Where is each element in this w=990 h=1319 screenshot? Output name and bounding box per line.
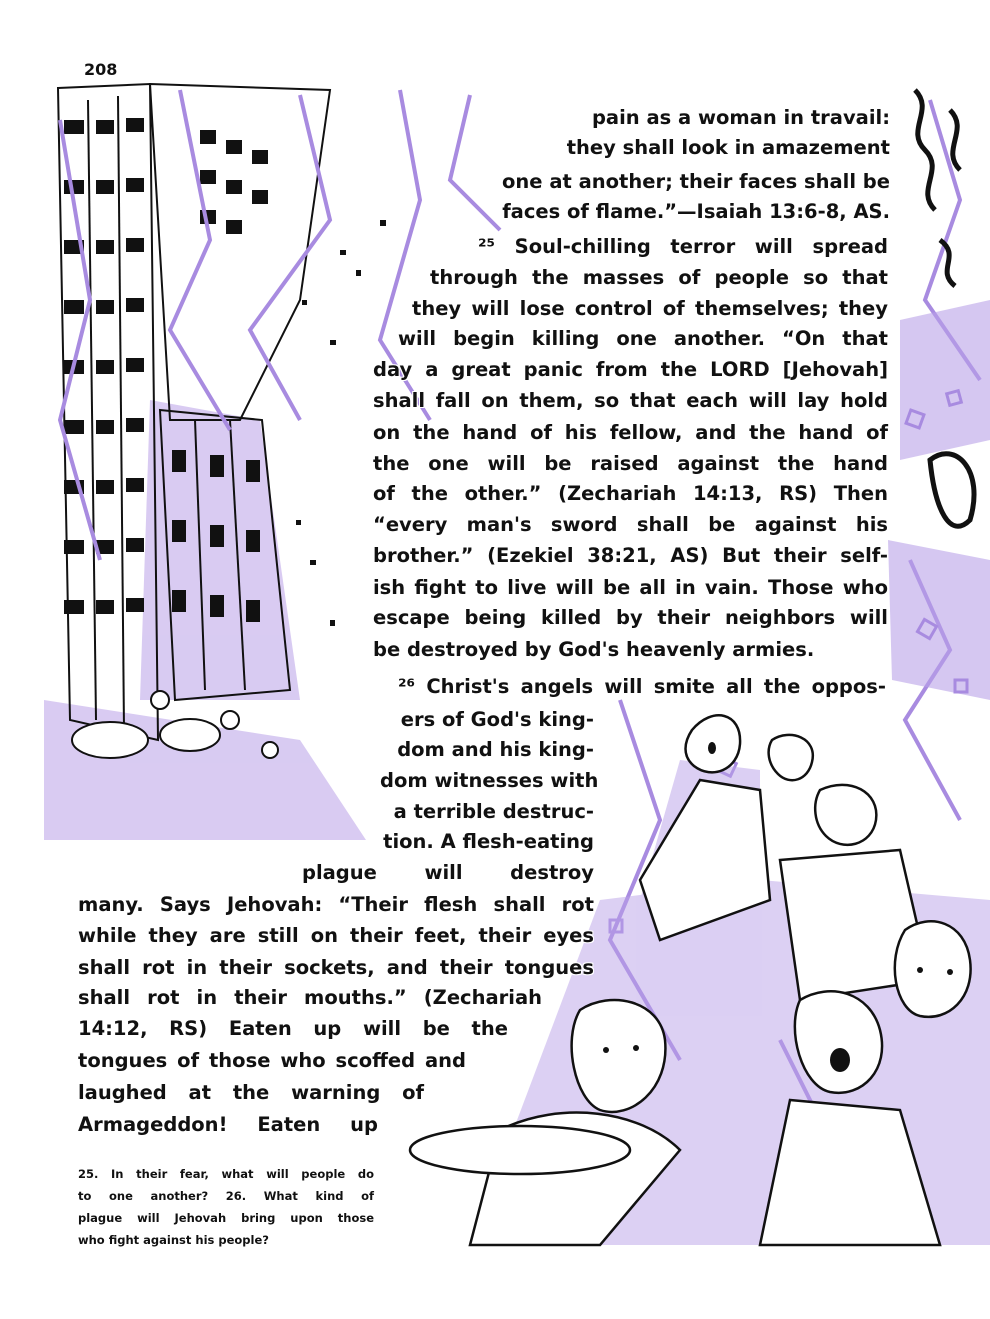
text-line: day a great panic from the LORD [Jehovah] — [373, 358, 888, 381]
text-line: faces of flame.”—Isaiah 13:6-8, AS. — [502, 200, 890, 223]
text-line: while they are still on their feet, their eyes — [78, 924, 594, 947]
text-line: ish fight to live will be all in vain. Those who — [373, 576, 888, 599]
text-line: they shall look in amazement — [566, 136, 890, 159]
text-line: many. Says Jehovah: “Their flesh shall rot — [78, 893, 594, 916]
text-line: dom and his king- — [397, 738, 594, 761]
text-line: brother.” (Ezekiel 38:21, AS) But their self- — [373, 544, 888, 567]
text-line: ers of God's king- — [400, 708, 594, 731]
text-line: laughed at the warning of — [78, 1081, 424, 1104]
collapsing-buildings-icon — [44, 82, 386, 842]
footnote-line: who fight against his people? — [78, 1233, 269, 1247]
footnote-line: plague will Jehovah bring upon those — [78, 1211, 374, 1225]
text-line: one at another; their faces shall be — [502, 170, 890, 193]
text-line: “every man's sword shall be against his — [373, 513, 888, 536]
text-line: tongues of those who scoffed and — [78, 1049, 466, 1072]
text-line: plague will destroy — [302, 861, 594, 884]
text-line: ²⁵ Soul-chilling terror will spread — [478, 235, 888, 258]
text-line: 14:12, RS) Eaten up will be the — [78, 1017, 508, 1040]
text-line: be destroyed by God's heavenly armies. — [373, 638, 815, 661]
text-line: shall fall on them, so that each will lay hold — [373, 389, 888, 412]
text-line: dom witnesses with — [380, 769, 599, 792]
text-line: pain as a woman in travail: — [591, 106, 890, 129]
text-line: they will lose control of themselves; they — [412, 297, 888, 320]
text-line: shall rot in their mouths.” (Zechariah — [78, 986, 542, 1009]
text-line: shall rot in their sockets, and their tongues — [78, 956, 594, 979]
text-line: ²⁶ Christ's angels will smite all the oppos- — [398, 675, 886, 698]
footnote-line: 25. In their fear, what will people do — [78, 1167, 374, 1181]
text-line: the one will be raised against the hand — [373, 452, 888, 475]
text-line: of the other.” (Zechariah 14:13, RS) Then — [373, 482, 888, 505]
text-line: will begin killing one another. “On that — [398, 327, 888, 350]
text-line: Armageddon! Eaten up — [78, 1113, 378, 1136]
page-number: 208 — [84, 60, 118, 79]
text-line: escape being killed by their neighbors will — [373, 606, 888, 629]
text-line: tion. A flesh-eating — [383, 830, 594, 853]
text-line: a terrible destruc- — [393, 800, 594, 823]
text-line: on the hand of his fellow, and the hand of — [373, 421, 888, 444]
text-line: through the masses of people so that — [430, 266, 888, 289]
footnote-line: to one another? 26. What kind of — [78, 1189, 374, 1203]
